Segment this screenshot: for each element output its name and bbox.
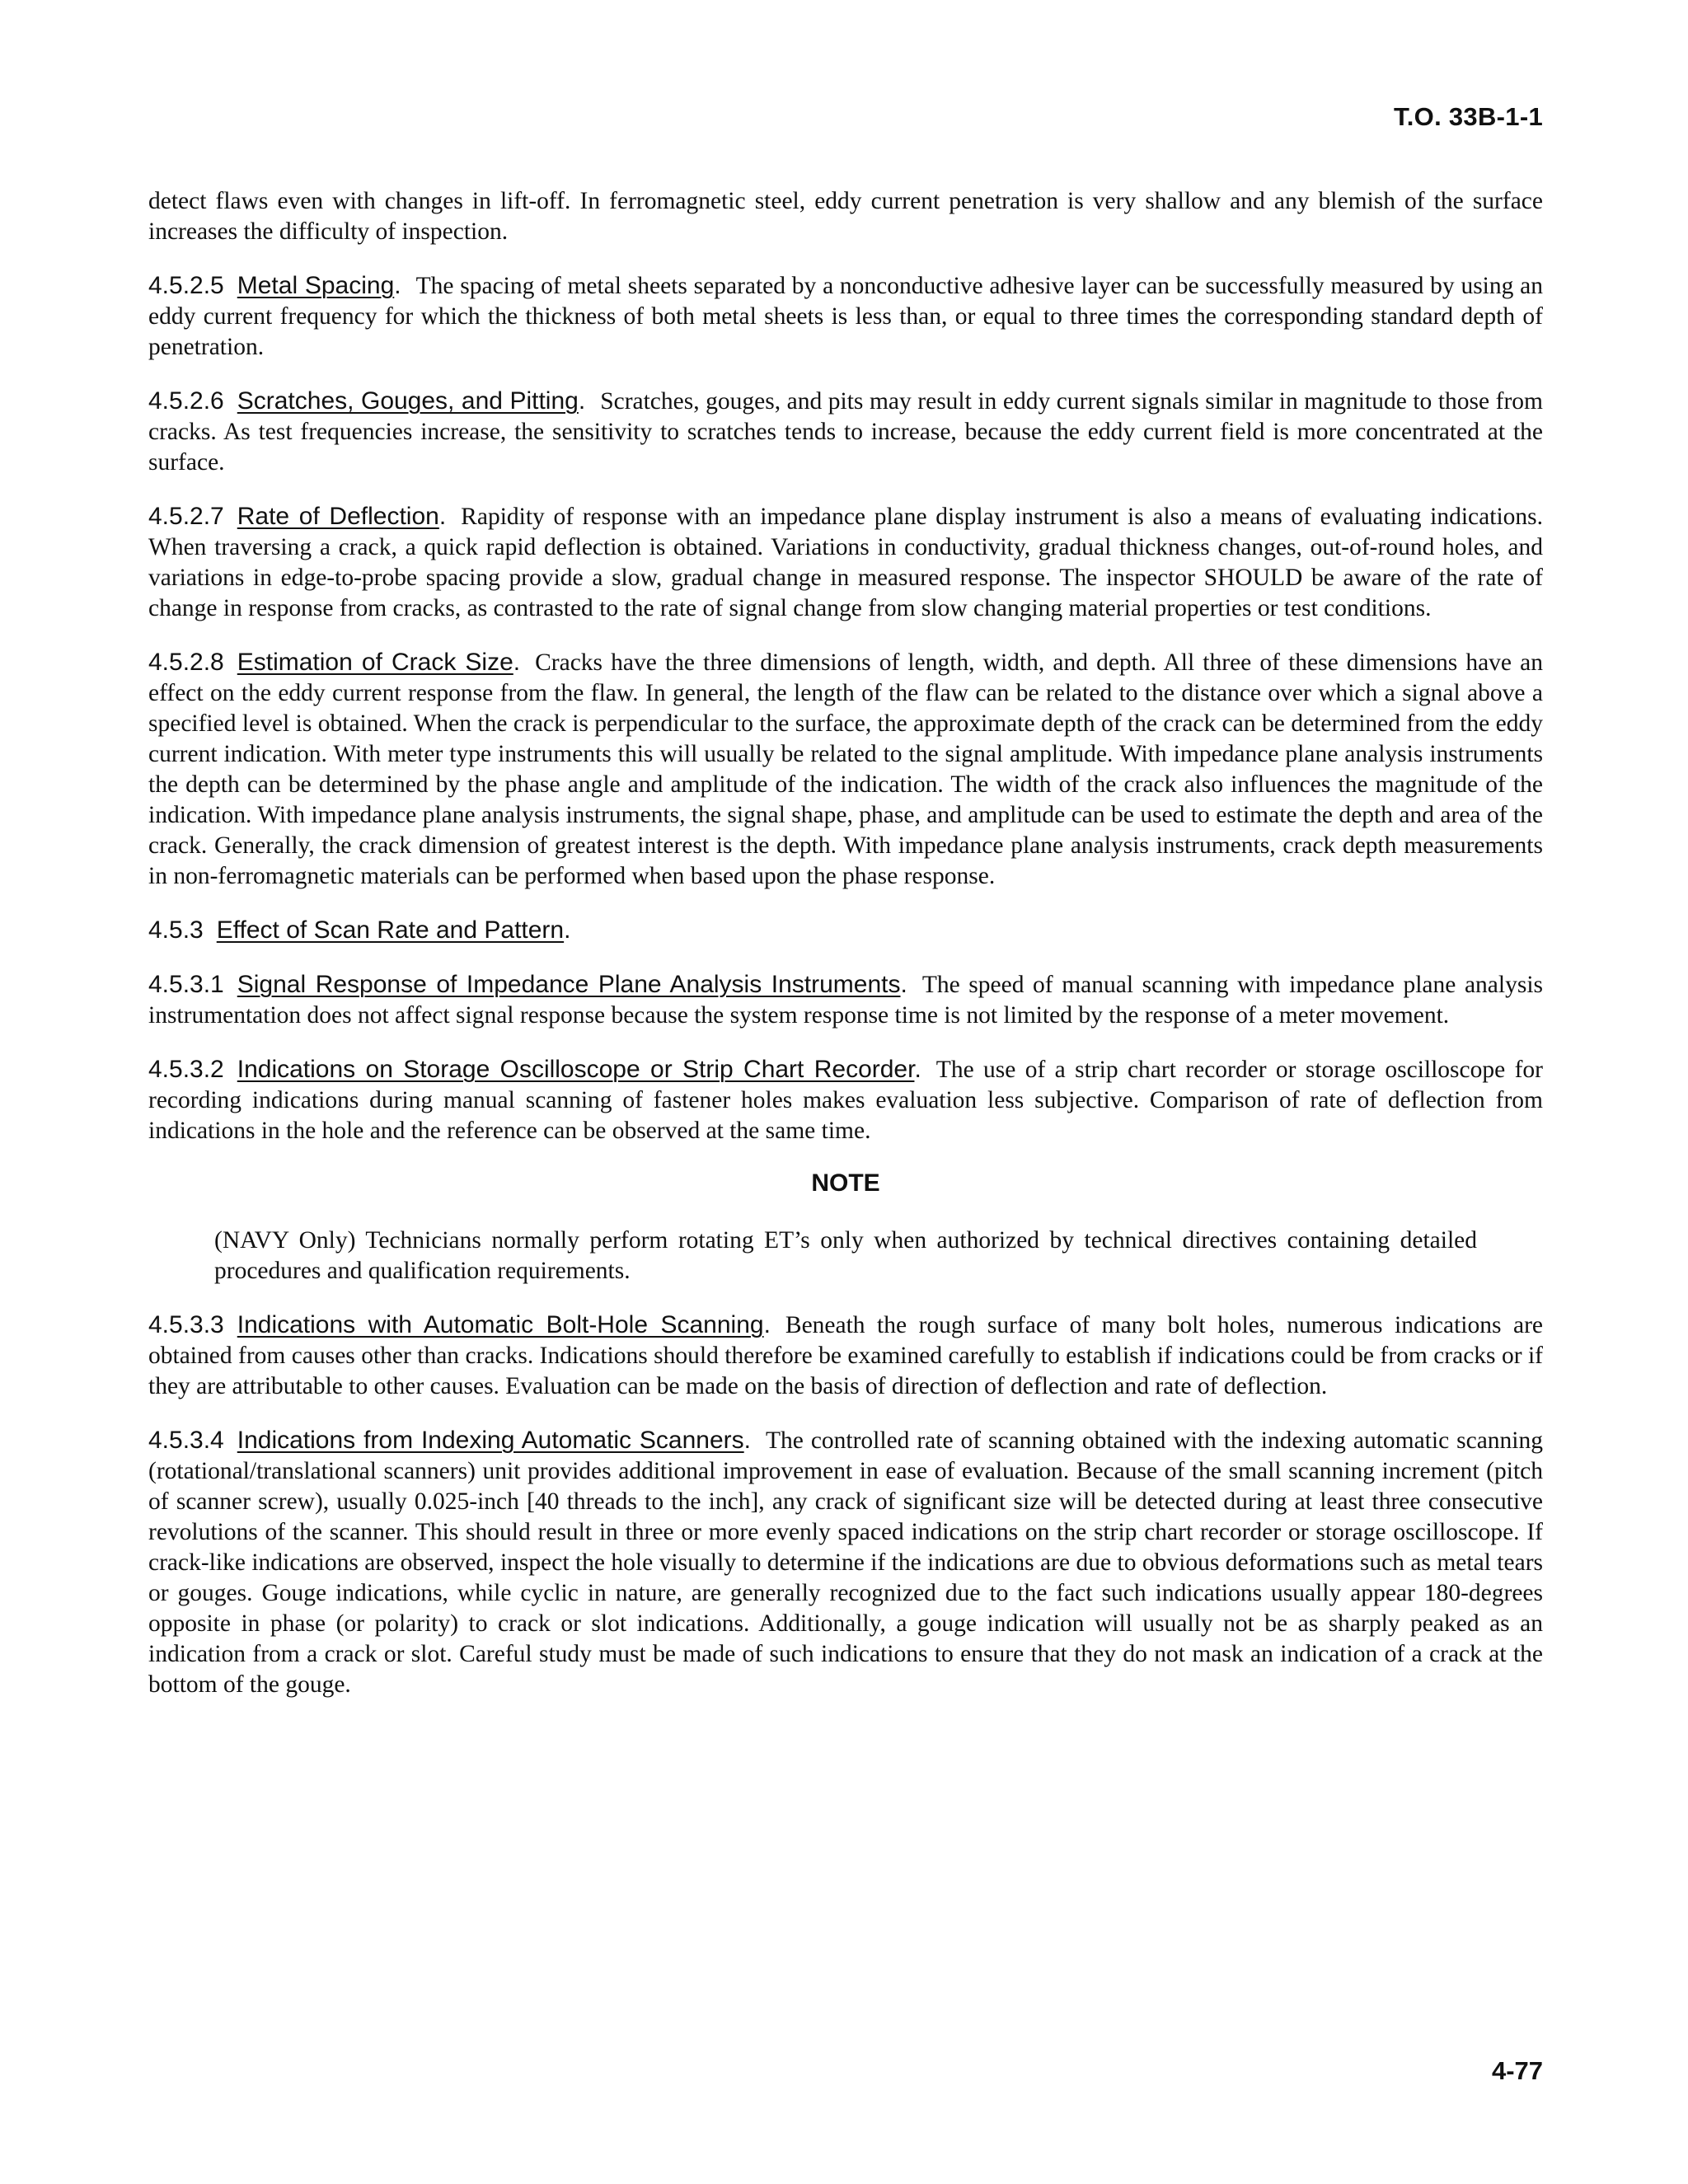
section-number: 4.5.2.8 [148, 649, 224, 676]
section-title: Estimation of Crack Size [237, 649, 513, 676]
note-title: NOTE [811, 1169, 880, 1197]
page-number: 4-77 [1491, 2056, 1543, 2085]
section-text: The controlled rate of scanning obtained with the indexing automatic scanning (rotational/translational scanners) unit provides additional improvement in ease of evaluation. Because of the small scanning increment (pitch of scanner screw), usually 0.025-inch [40 threads to the inch], any crack of significant size will be detected during at least three consecutive revolutions of the scanner. This should result in three or more evenly spaced indications on the strip chart recorder or storage oscilloscope. If crack-like indications are observed, inspect the hole visually to determine if the indications are due to obvious deformations such as metal tears or gouges. Gouge indications, while cyclic in nature, are generally recognized due to the fact such indications usually appear 180-degrees opposite in phase (or polarity) to crack or slot indications. Additionally, a gouge indication will usually not be as sharply peaked as an indication from a crack or slot. Careful study must be made of such indications to ensure that they do not mask an indication of a crack at the bottom of the gouge. [148, 1427, 1543, 1698]
section-title: Indications from Indexing Automatic Scanners [237, 1427, 744, 1454]
section-4-5-2-7: 4.5.2.7 Rate of Deflection. Rapidity of response with an impedance plane display instrument is also a means of evaluating indications. When traversing a crack, a quick rapid deflection is obtained. Variations in conductivity, gradual thickness changes, out-of-round holes, and variations in edge-to-probe spacing provide a slow, gradual change in measured response. The inspector SHOULD be aware of the rate of change in response from cracks, as contrasted to the rate of signal change from slow changing material properties or test conditions. [148, 503, 1543, 621]
section-number: 4.5.2.5 [148, 272, 224, 299]
intro-paragraph: detect flaws even with changes in lift-off. In ferromagnetic steel, eddy current penetration is very shallow and any blemish of the surface increases the difficulty of inspection. [148, 188, 1543, 245]
section-4-5-2-5: 4.5.2.5 Metal Spacing. The spacing of metal sheets separated by a nonconductive adhesive layer can be successfully measured by using an eddy current frequency for which the thickness of both metal sheets is less than, or equal to three times the corresponding standard depth of penetration. [148, 272, 1543, 360]
section-number: 4.5.3.3 [148, 1311, 224, 1338]
section-number: 4.5.3.4 [148, 1427, 224, 1454]
section-title: Effect of Scan Rate and Pattern [216, 916, 565, 944]
section-text: Rapidity of response with an impedance plane display instrument is also a means of evaluating indications. When traversing a crack, a quick rapid deflection is obtained. Variations in conductivity, gradual thickness changes, out-of-round holes, and variations in edge-to-probe spacing provide a slow, gradual change in measured response. The inspector SHOULD be aware of the rate of change in response from cracks, as contrasted to the rate of signal change from slow changing material properties or test conditions. [148, 504, 1543, 621]
section-number: 4.5.3.2 [148, 1056, 224, 1083]
document-code: T.O. 33B-1-1 [1393, 102, 1543, 131]
section-text: The speed of manual scanning with impedance plane analysis instrumentation does not affect signal response because the system response time is not limited by the response of a meter movement. [148, 972, 1543, 1029]
section-text: Scratches, gouges, and pits may result in eddy current signals similar in magnitude to those from cracks. As test frequencies increase, the sensitivity to scratches tends to increase, because the eddy current field is more concentrated at the surface. [148, 388, 1543, 476]
section-4-5-3-1: 4.5.3.1 Signal Response of Impedance Plane Analysis Instruments. The speed of manual scanning with impedance plane analysis instrumentation does not affect signal response because the system response time is not limited by the response of a meter movement. [148, 971, 1543, 1029]
section-4-5-2-6: 4.5.2.6 Scratches, Gouges, and Pitting. Scratches, gouges, and pits may result in eddy current signals similar in magnitude to those from cracks. As test frequencies increase, the sensitivity to scratches tends to increase, because the eddy current field is more concentrated at the surface. [148, 387, 1543, 476]
section-text: Beneath the rough surface of many bolt holes, numerous indications are obtained from causes other than cracks. Indications should therefore be examined carefully to establish if indications could be from cracks or if they are attributable to other causes. Evaluation can be made on the basis of direction of deflection and rate of deflection. [148, 1312, 1543, 1399]
section-4-5-3-2: 4.5.3.2 Indications on Storage Oscilloscope or Strip Chart Recorder. The use of a strip chart recorder or storage oscilloscope for recording indications during manual scanning of fastener holes makes evaluation less subjective. Comparison of rate of deflection from indications in the hole and the reference can be observed at the same time. [148, 1056, 1543, 1144]
section-text: The use of a strip chart recorder or storage oscilloscope for recording indications during manual scanning of fastener holes makes evaluation less subjective. Comparison of rate of deflection from indications in the hole and the reference can be observed at the same time. [148, 1057, 1543, 1144]
section-title: Scratches, Gouges, and Pitting [237, 387, 579, 415]
section-4-5-2-8: 4.5.2.8 Estimation of Crack Size. Cracks have the three dimensions of length, width, and depth. All three of these dimensions have an effect on the eddy current response from the flaw. In general, the length of the flaw can be related to the distance over which a signal above a specified level is obtained. When the crack is perpendicular to the surface, the approximate depth of the crack can be determined from the eddy current indication. With meter type instruments this will usually be related to the signal amplitude. With impedance plane analysis instruments the depth can be determined by the phase angle and amplitude of the indication. The width of the crack also influences the magnitude of the indication. With impedance plane analysis instruments, the signal shape, phase, and amplitude can be used to estimate the depth and area of the crack. Generally, the crack dimension of greatest interest is the depth. With impedance plane analysis instruments, crack depth measurements in non-ferromagnetic materials can be performed when based upon the phase response. [148, 649, 1543, 889]
page-content [148, 186, 1543, 1723]
note-text: (NAVY Only) Technicians normally perform rotating ET’s only when authorized by technical directives containing detailed procedures and qualification requirements. [214, 1227, 1477, 1284]
section-4-5-3-4: 4.5.3.4 Indications from Indexing Automatic Scanners. The controlled rate of scanning obtained with the indexing automatic scanning (rotational/translational scanners) unit provides additional improvement in ease of evaluation. Because of the small scanning increment (pitch of scanner screw), usually 0.025-inch [40 threads to the inch], any crack of significant size will be detected during at least three consecutive revolutions of the scanner. This should result in three or more evenly spaced indications on the strip chart recorder or storage oscilloscope. If crack-like indications are observed, inspect the hole visually to determine if the indications are due to obvious deformations such as metal tears or gouges. Gouge indications, while cyclic in nature, are generally recognized due to the fact such indications usually appear 180-degrees opposite in phase (or polarity) to crack or slot indications. Additionally, a gouge indication will usually not be as sharply peaked as an indication from a crack or slot. Careful study must be made of such indications to ensure that they do not mask an indication of a crack at the bottom of the gouge. [148, 1427, 1543, 1698]
section-title: Indications on Storage Oscilloscope or Strip Chart Recorder [237, 1056, 915, 1083]
section-4-5-3-3: 4.5.3.3 Indications with Automatic Bolt-Hole Scanning. Beneath the rough surface of many bolt holes, numerous indications are obtained from causes other than cracks. Indications should therefore be examined carefully to establish if indications could be from cracks or if they are attributable to other causes. Evaluation can be made on the basis of direction of deflection and rate of deflection. [148, 1311, 1543, 1399]
section-number: 4.5.2.7 [148, 503, 224, 530]
section-number: 4.5.3.1 [148, 971, 224, 998]
section-title: Signal Response of Impedance Plane Analysis Instruments [237, 971, 901, 998]
section-text: Cracks have the three dimensions of length, width, and depth. All three of these dimensions have an effect on the eddy current response from the flaw. In general, the length of the flaw can be related to the distance over which a signal above a specified level is obtained. When the crack is perpendicular to the surface, the approximate depth of the crack can be determined from the eddy current indication. With meter type instruments this will usually be related to the signal amplitude. With impedance plane analysis instruments the depth can be determined by the phase angle and amplitude of the indication. The width of the crack also influences the magnitude of the indication. With impedance plane analysis instruments, the signal shape, phase, and amplitude can be used to estimate the depth and area of the crack. Generally, the crack dimension of greatest interest is the depth. With impedance plane analysis instruments, crack depth measurements in non-ferromagnetic materials can be performed when based upon the phase response. [148, 649, 1543, 889]
section-text: The spacing of metal sheets separated by a nonconductive adhesive layer can be successfully measured by using an eddy current frequency for which the thickness of both metal sheets is less than, or equal to three times the corresponding standard depth of penetration. [148, 273, 1543, 360]
section-4-5-3: 4.5.3 Effect of Scan Rate and Pattern. [148, 916, 571, 944]
section-title: Indications with Automatic Bolt-Hole Scanning [237, 1311, 764, 1338]
section-title: Metal Spacing [237, 272, 395, 299]
section-number: 4.5.3 [148, 916, 204, 944]
section-number: 4.5.2.6 [148, 387, 224, 415]
section-title: Rate of Deflection [237, 503, 439, 530]
